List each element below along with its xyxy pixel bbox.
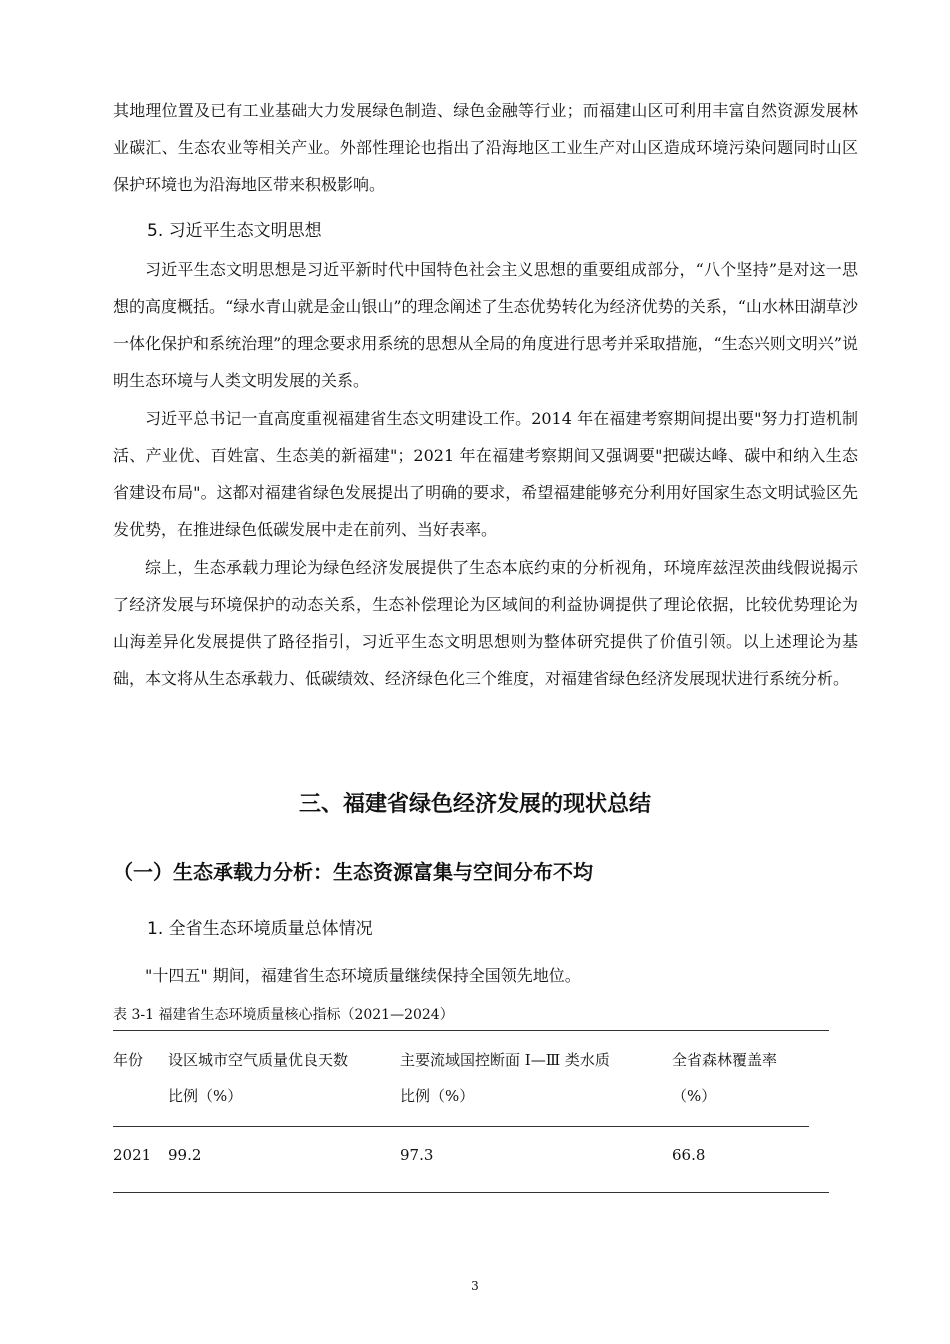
heading-section-5: 5. 习近平生态文明思想	[147, 221, 322, 241]
header-forest-cover-line1: 全省森林覆盖率	[672, 1051, 778, 1069]
chapter-heading: 三、福建省绿色经济发展的现状总结	[298, 792, 651, 817]
paragraph-fourteenth-five-year: "十四五" 期间，福建省生态环境质量继续保持全国领先地位。	[145, 966, 581, 985]
header-water-quality-line1: 主要流域国控断面 Ⅰ—Ⅲ 类水质	[400, 1051, 610, 1069]
paragraph-xi-thought: 习近平生态文明思想是习近平新时代中国特色社会主义思想的重要组成部分，“八个坚持”是对这一思想的高度概括。“绿水青山就是金山银山”的理念阐述了生态优势转化为经济优势的关系，“山水林田湖草沙一体化保护和系统治理”的理念要求用系统的思想从全局的角度进行思考并采取措施，“生态兴则文明兴”说明生态环境与人类文明发展的关系。	[113, 260, 858, 390]
header-water-quality-line2: 比例（%）	[400, 1087, 475, 1105]
paragraph-summary: 综上，生态承载力理论为绿色经济发展提供了生态本底约束的分析视角，环境库兹涅茨曲线假说揭示了经济发展与环境保护的动态关系，生态补偿理论为区域间的利益协调提供了理论依据，比较优势理论为山海差异化发展提供了路径指引，习近平生态文明思想则为整体研究提供了价值引领。以上述理论为基础，本文将从生态承载力、低碳绩效、经济绿色化三个维度，对福建省绿色经济发展现状进行系统分析。	[113, 558, 858, 688]
table-top-rule	[113, 1030, 829, 1031]
table-header-rule	[113, 1126, 809, 1127]
cell-forest-cover: 66.8	[672, 1146, 706, 1164]
header-air-quality-line1: 设区城市空气质量优良天数	[168, 1051, 349, 1069]
cell-year: 2021	[113, 1146, 152, 1164]
cell-air-quality: 99.2	[168, 1146, 202, 1164]
subsection-heading: （一）生态承载力分析：生态资源富集与空间分布不均	[113, 860, 593, 884]
paragraph-continuation: 其地理位置及已有工业基础大力发展绿色制造、绿色金融等行业；而福建山区可利用丰富自然资源发展林业碳汇、生态农业等相关产业。外部性理论也指出了沿海地区工业生产对山区造成环境污染问题同时山区保护环境也为沿海地区带来积极影响。	[113, 101, 858, 194]
paragraph-fujian-visit: 习近平总书记一直高度重视福建省生态文明建设工作。2014 年在福建考察期间提出要"努力打造机制活、产业优、百姓富、生态美的新福建"；2021 年在福建考察期间又强调要"把碳达峰、碳中和纳入生态省建设布局"。这都对福建省绿色发展提出了明确的要求，希望福建能够充分利用好国家生态文明试验区先发优势，在推进绿色低碳发展中走在前列、当好表率。	[113, 409, 858, 539]
page-number: 3	[471, 1279, 479, 1293]
item-heading: 1. 全省生态环境质量总体情况	[147, 919, 373, 939]
cell-water-quality: 97.3	[400, 1146, 434, 1164]
table-caption: 表 3-1 福建省生态环境质量核心指标（2021—2024）	[113, 1007, 454, 1023]
table-bottom-rule	[113, 1192, 829, 1193]
header-forest-cover-line2: （%）	[672, 1087, 717, 1105]
header-year: 年份	[113, 1051, 144, 1069]
header-air-quality-line2: 比例（%）	[168, 1087, 243, 1105]
